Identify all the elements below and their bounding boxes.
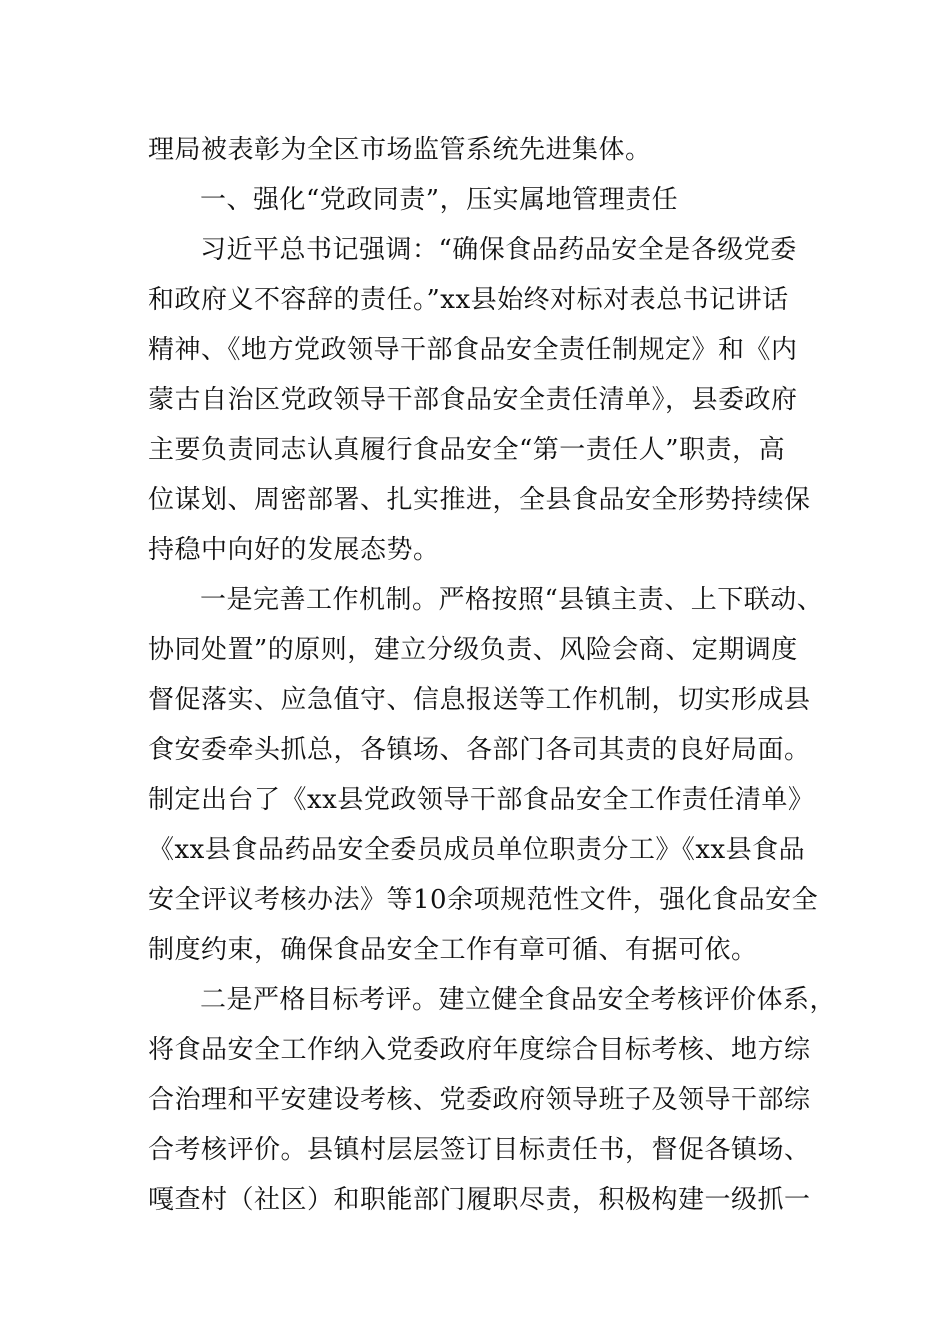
text-line: 将食品安全工作纳入党委政府年度综合目标考核、地方综 xyxy=(148,1035,811,1065)
text-line: 合治理和平安建设考核、党委政府领导班子及领导干部综 xyxy=(148,1085,811,1115)
text-line: 制定出台了《xx县党政领导干部食品安全工作责任清单》 xyxy=(148,785,815,815)
text-line: 主要负责同志认真履行食品安全“第一责任人”职责，高 xyxy=(148,435,786,465)
text-line: 嘎查村（社区）和职能部门履职尽责，积极构建一级抓一 xyxy=(148,1185,811,1215)
text-line: 和政府义不容辞的责任。”xx县始终对标对表总书记讲话 xyxy=(148,285,789,315)
text-line: 精神、《地方党政领导干部食品安全责任制规定》和《内 xyxy=(148,335,798,365)
text-line: 《xx县食品药品安全委员成员单位职责分工》《xx县食品 xyxy=(148,835,806,865)
text-line: 食安委牵头抓总，各镇场、各部门各司其责的良好局面。 xyxy=(148,735,811,765)
text-line: 一是完善工作机制。严格按照“县镇主责、上下联动、 xyxy=(200,585,824,615)
text-line: 制度约束，确保食品安全工作有章可循、有据可依。 xyxy=(148,935,758,965)
text-line: 安全评议考核办法》等10余项规范性文件，强化食品安全 xyxy=(148,885,819,915)
text-line: 理局被表彰为全区市场监管系统先进集体。 xyxy=(148,135,652,165)
text-line: 持稳中向好的发展态势。 xyxy=(148,535,440,565)
text-line: 协同处置”的原则，建立分级负责、风险会商、定期调度 xyxy=(148,635,798,665)
text-line: 合考核评价。县镇村层层签订目标责任书，督促各镇场、 xyxy=(148,1135,811,1165)
section-heading: 一、强化“党政同责”，压实属地管理责任 xyxy=(200,185,679,215)
text-line: 位谋划、周密部署、扎实推进，全县食品安全形势持续保 xyxy=(148,485,811,515)
text-line: 督促落实、应急值守、信息报送等工作机制，切实形成县 xyxy=(148,685,811,715)
text-line: 蒙古自治区党政领导干部食品安全责任清单》，县委政府 xyxy=(148,385,798,415)
text-line: 二是严格目标考评。建立健全食品安全考核评价体系， xyxy=(200,985,837,1015)
text-line: 习近平总书记强调：“确保食品药品安全是各级党委 xyxy=(200,235,797,265)
